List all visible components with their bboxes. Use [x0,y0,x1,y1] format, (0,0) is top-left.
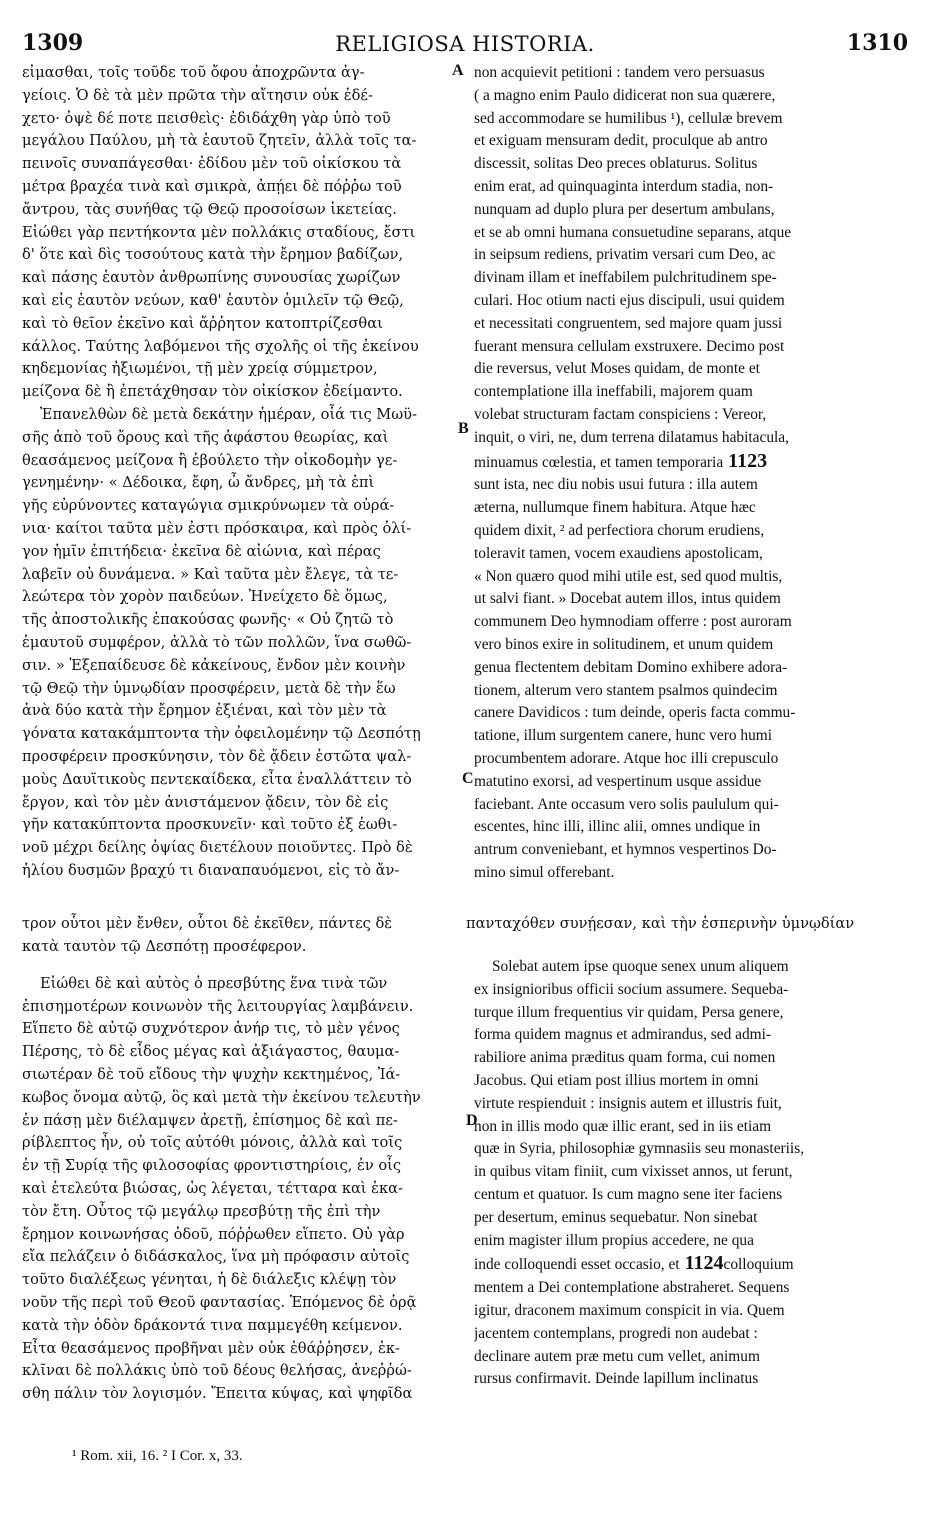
latin-text-line: mino simul offerebant. [474,863,615,881]
left-page-number: 1309 [22,30,84,56]
latin-text-line: per desertum, eminus sequebatur. Non sinebat [474,1208,758,1226]
latin-text-line: ( a magno enim Paulo didicerat non sua quærere, [474,86,776,104]
greek-column-bottom [22,936,467,1406]
greek-text-line: ἔργον, καὶ τὸν μὲν ἀνιστάμενον ᾄδειν, τὸν δὲ εἰς [22,793,389,811]
greek-text-line: πεινοῖς συναπάγεσθαι· ἐδίδου μὲν τοῦ οἰκίσκου τὰ [22,155,402,173]
greek-bottom-prefix: κατὰ ταυτὸν τῷ Δεσπότῃ προσέφερον. [22,938,307,955]
latin-text-line: antrum conveniebant, et hymnos vespertinos Do- [474,841,777,859]
section-marker-a: A [452,62,464,79]
greek-text-line: ἐν πάσῃ μὲν διέλαμψεν ἀρετῇ, ἐπίσημος δὲ καὶ πε- [22,1111,398,1129]
greek-text-line: γῆς εὐρύνοντες καταγώγια σμικρύνωμεν τὰ οὐρά- [22,497,395,515]
greek-text-line: τῷ Θεῷ τὴν ὑμνῳδίαν προσφέρειν, μετὰ δὲ τὴν ἕω [22,679,396,697]
latin-text-line: minuamus cœlestia, et tamen temporaria 1123 [474,449,768,472]
column-number-1124: 1124 [679,1252,724,1275]
greek-text-line: τῆς ἀποστολικῆς ἐπακούσας φωνῆς· « Οὐ ζητῶ τὸ [22,611,394,629]
latin-text-line: virtute respienduit : insignis autem et illustris fuit, [474,1094,782,1112]
latin-text-line: quæ in Syria, philosophiæ gymnasiis seu monasteriis, [474,1140,805,1158]
latin-text-line: inde colloquendi esset occasio, et 1124colloquium [474,1252,794,1275]
greek-text-line: Εἶτα θεασάμενος προβῆναι μὲν οὐκ ἐθάῤῥησεν, ἐκ- [22,1339,400,1357]
latin-text-line: nunquam ad duplo plura per desertum ambulans, [474,200,775,218]
latin-text-line: die reversus, velut Moses quidam, de monte et [474,360,760,378]
section-marker-c: C [462,770,474,787]
latin-text-line: divinam illam et ineffabilem pulchritudinem spe- [474,269,777,287]
greek-text-line: νια· καίτοι ταῦτα μὲν ἐστι πρόσκαιρα, καὶ πρὸς ὀλί- [22,519,412,537]
latin-text-line: ut salvi fiant. » Docebat autem illos, intus quidem [474,590,781,608]
greek-text-line: καὶ ἐτελεύτα βιώσας, ὡς λέγεται, τέτταρα καὶ ἑκα- [22,1179,403,1197]
latin-text-line: procumbentem adorare. Atque hoc illi crepusculo [474,749,779,767]
latin-text-line: genua flectentem debitam Domino exhibere adora- [474,658,788,676]
greek-text-line: ἐν τῇ Συρίᾳ τῆς φιλοσοφίας φροντιστηρίοις, ἐν οἷς [22,1157,402,1175]
greek-text-line: θεασάμενος μείζονα ἢ ἐβούλετο τὴν οἰκοδομὴν γε- [22,451,398,469]
greek-text-line: κατὰ τὴν ὁδὸν δράκοντά τινα παμμεγέθη κείμενον. [22,1316,403,1334]
latin-text-line: æterna, nullumque finem habitura. Atque hæc [474,499,756,517]
greek-text-line: σθη πάλιν τὸν λογισμόν. Ἔπειτα κύψας, καὶ ψηφῖδα [22,1385,413,1403]
latin-text-line: fuerant mensura cellulam exstruxere. Decimo post [474,337,785,355]
column-number-1123: 1123 [723,449,768,472]
latin-text-line: declinare autem præ metu cum vellet, animum [474,1347,760,1365]
greek-text-line: εἴα πελάζειν ὁ διδάσκαλος, ἵνα μὴ πρόφασιν αὐτοῖς [22,1248,410,1266]
latin-text-line: Solebat autem ipse quoque senex unum aliquem [492,958,789,975]
greek-text-line: ἡλίου δυσμῶν βραχύ τι διαναπαυόμενοι, εἰς τὸ ἄν- [22,861,400,879]
greek-text-line: ρίβλεπτος ἦν, οὐ τοῖς αὐτόθι μόνοις, ἀλλὰ καὶ τοῖς [22,1134,403,1152]
latin-text-line: rursus confirmavit. Deinde lapillum inclinatus [474,1370,759,1388]
greek-text-line: καὶ πάσης ἑαυτὸν ἀνθρωπίνης συνουσίας χωρίζων [22,269,401,287]
latin-text-line: in seipsum rediens, privatim versari cum Deo, ac [474,246,776,264]
greek-text-line: σιωτέραν δὲ τοῦ εἴδους τὴν ψυχὴν κεκτημένος, Ἰά- [22,1065,401,1083]
latin-text-line: ex insignioribus officii socium assumere. Sequeba- [474,980,789,998]
latin-text-line: sed accommodare se humilibus ¹), cellulæ brevem [474,109,783,127]
latin-text-line: jacentem contemplans, progredi non audebat : [474,1324,758,1342]
greek-text-line: ἀνὰ δύο κατὰ τὴν ἔρημον ἐξιέναι, καὶ τὸν μὲν τὰ [22,702,387,720]
latin-text-line: rabiliore anima præditus quam forma, cui nomen [474,1049,776,1067]
latin-text-line: canere Davidicos : tum deinde, operis facta commu- [474,704,796,722]
greek-text-line: γενημένην· « Δέδοικα, ἔφη, ὦ ἄνδρες, μὴ τὰ ἐπὶ [22,474,375,492]
latin-text-line: toleravit tamen, vocem exaudiens apostolicam, [474,544,763,562]
greek-text-line: τὸν ἔτη. Οὗτος τῷ μεγάλῳ πρεσβύτῃ τῆς ἐπὶ τὴν [22,1202,381,1220]
greek-text-line: Πέρσης, τὸ δὲ εἶδος μέγας καὶ ἀξιάγαστος, θαυμα- [22,1043,400,1061]
greek-text-line: μοὺς Δαυϊτικοὺς πεντεκαίδεκα, εἶτα ἐναλλάττειν τὸ [22,770,412,788]
latin-text-line: in quibus vitam finiit, cum vixisset annos, ut ferunt, [474,1163,793,1181]
latin-text-line: igitur, draconem maximum conspicit in via. Quem [474,1301,785,1319]
greek-text-line: Εἰώθει γὰρ πεντήκοντα μὲν πολλάκις σταδίους, ἔστι [22,223,416,241]
greek-text-line: καὶ τὸ θεῖον ἐκεῖνο καὶ ἄῤῥητον κατοπτρίζεσθαι [22,314,383,332]
greek-text-line: λαβεῖν οὐ δυνάμενα. » Καὶ ταῦτα μὲν ἔλεγε, τὰ τε- [22,565,399,583]
latin-text-line: forma quidem magnus et admirandus, sed admi- [474,1026,772,1044]
latin-column-bottom [474,956,906,1391]
right-page-number: 1310 [846,30,908,56]
latin-text-line: tionem, alterum vero stantem psalmos quindecim [474,681,778,699]
footnotes: ¹ Rom. xii, 16. ² I Cor. x, 33. [72,1448,243,1464]
greek-text-line: μείζονα δὲ ἢ ἐπετάχθησαν τὸν οἰκίσκον ἐδείμαντο. [22,383,403,401]
latin-text-line: turque illum frequentius vir quidam, Persa genere, [474,1003,784,1021]
latin-text-line: culari. Hoc otium nacti ejus discipuli, usui quidem [474,291,785,309]
latin-text-line: et se ab omni humana consuetudine separans, atque [474,223,792,241]
greek-text-line: γον ἡμῖν ἐπιτήδεια· ἐκεῖνα δὲ αἰώνια, καὶ πέρας [22,542,381,560]
latin-text-line: sunt ista, nec diu nobis usui futura : illa autem [474,476,758,494]
section-marker-d: D [466,1112,478,1129]
greek-text-line: Ἐπανελθὼν δὲ μετὰ δεκάτην ἡμέραν, οἷά τις Μωϋ- [40,405,417,423]
page-header [22,30,908,64]
running-title: RELIGIOSA HISTORIA. [335,32,595,56]
greek-text-line: χετο· ὀψὲ δέ ποτε πεισθεὶς· ἐδιδάχθη γὰρ ὑπὸ τοῦ [22,109,391,127]
greek-column-top [22,62,467,883]
latin-text-line: centum et quatuor. Is cum magno sene iter faciens [474,1185,783,1203]
latin-text-line: enim erat, ad quinquaginta interdum stadia, non- [474,177,774,195]
latin-text-line: enim magister illum propius accedere, ne qua [474,1231,754,1249]
greek-text-line: μέτρα βραχέα τινὰ καὶ σμικρὰ, ἀπῄει δὲ πόῤῥω τοῦ [22,177,402,195]
greek-text-line: ἐπισημοτέρων κοινωνὸν τῆς λειτουργίας λαμβάνειν. [22,997,414,1015]
greek-text-line: κωβος ὄνομα αὐτῷ, ὃς καὶ μετὰ τὴν ἐκείνου τελευτὴν [22,1088,421,1106]
greek-text-line: ἄντρου, τὰς συνήθας τῷ Θεῷ προσοίσων ἱκετείας. [22,200,397,218]
latin-text-line: Jacobus. Qui etiam post illius mortem in omni [474,1071,759,1089]
greek-text-line: γόνατα κατακάμπτοντα τὴν ὀφειλομένην τῷ Δεσπότῃ [22,725,421,743]
section-marker-b: B [458,420,469,437]
latin-text-line: non in illis modo quæ illic erant, sed in iis etiam [474,1117,772,1135]
spanning-line-right: πανταχόθεν συνῄεσαν, καὶ τὴν ἑσπερινὴν ὑμνῳδίαν [466,915,855,932]
greek-text-line: κλῖναι δὲ πολλάκις ὑπὸ τοῦ δέους θελήσας, ἀνεῤῥώ- [22,1362,412,1380]
greek-text-line: καὶ εἰς ἑαυτὸν νεύων, καθ' ἑαυτὸν ὁμιλεῖν τῷ Θεῷ, [22,291,404,309]
latin-text-line: non acquievit petitioni : tandem vero persuasus [474,64,765,81]
latin-text-line: matutino exorsi, ad vespertinum usque assidue [474,772,762,790]
latin-text-line: et exiguam mensuram dedit, proculque ab antro [474,132,768,150]
greek-text-line: γῆν κατακύπτοντα προσκυνεῖν· καὶ τοῦτο ἐξ ἑωθι- [22,816,398,834]
latin-text-line: vero binos exire in solitudinem, et unum quidem [474,635,774,653]
latin-text-line: inquit, o viri, ne, dum terrena dilatamus habitacula, [474,428,789,446]
latin-text-line: communem Deo hymnodiam offerre : post auroram [474,613,792,631]
greek-text-line: Εἵπετο δὲ αὐτῷ συχνότερον ἀνήρ τις, τὸ μὲν γένος [22,1020,400,1038]
latin-text-line: contemplatione illa ineffabili, majorem quam [474,383,753,401]
greek-text-line: τοῦτο διαλέξεως γένηται, ἡ δὲ διάλεξις κλέψῃ τὸν [22,1271,397,1289]
latin-text-line: tatione, illum surgentem canere, hunc vero humi [474,727,773,745]
latin-column-top [474,62,906,885]
greek-text-line: κηδεμονίας ἠξιωμένοι, τῇ μὲν χρείᾳ σύμμετρον, [22,360,378,378]
greek-text-line: σιν. » Ἐξεπαίδευσε δὲ κἀκείνους, ἔνδον μὲν κοινὴν [22,656,406,674]
latin-text-line: escentes, hinc illi, illinc alii, omnes undique in [474,818,761,836]
greek-text-line: εἰμασθαι, τοῖς τοῦδε τοῦ ὄφου ἀποχρῶντα ἀγ- [22,64,365,81]
greek-text-line: λεώτερα τὸν χορὸν παιδεύων. Ἠνείχετο δὲ ὅμως, [22,588,388,606]
greek-text-line: ἐμαυτοῦ συμφέρον, ἀλλὰ τὸ τῶν πολλῶν, ἵνα σωθῶ- [22,633,412,651]
greek-text-line: δ' ὅτε καὶ δὶς τοσούτους κατὰ τὴν ἔρημον βαδίζων, [22,246,404,264]
greek-text-line: σῆς ἀπὸ τοῦ ὄρους καὶ τῆς ἀφάστου θεωρίας, καὶ [22,428,389,446]
greek-text-line: νοῦν τῆς περὶ τοῦ Θεοῦ φαντασίας. Ἑπόμενος δὲ ὁρᾷ [22,1293,417,1311]
greek-text-line: μεγάλου Παύλου, μὴ τὰ ἑαυτοῦ ζητεῖν, ἀλλὰ τοῖς τα- [22,132,417,150]
latin-text-continuation: colloquium [723,1256,794,1274]
latin-text-line: faciebant. Ante occasum vero solis paululum qui- [474,795,779,813]
greek-text-line: ἔρημον κοινωνήσας ὁδοῦ, πόῤῥωθεν εἵπετο. Οὐ γὰρ [22,1225,405,1243]
latin-text-line: et necessitati congruentem, sed majore quam jussi [474,314,783,332]
latin-text-line: quidem dixit, ² ad perfectiora chorum erudiens, [474,521,765,539]
latin-text-line: discessit, solitas Deo preces oblaturus. Solitus [474,155,758,173]
latin-text-line: « Non quæro quod mihi utile est, sed quod multis, [474,567,783,585]
greek-text-line: νοῦ μέχρι δείλης ὀψίας διετέλουν ποιοῦντες. Πρὸ δὲ [22,839,413,857]
spanning-line-left: τρον οὗτοι μὲν ἔνθεν, οὗτοι δὲ ἐκεῖθεν, πάντες δὲ [22,915,393,932]
latin-text-line: volebat structuram factam conspiciens : Vereor, [474,405,767,423]
greek-text-line: κάλλος. Ταύτης λαβόμενοι τῆς σχολῆς οἱ τῆς ἐκείνου [22,337,419,355]
greek-text-line: Εἰώθει δὲ καὶ αὐτὸς ὁ πρεσβύτης ἕνα τινὰ τῶν [40,974,388,992]
greek-text-line: γείοις. Ὁ δὲ τὰ μὲν πρῶτα τὴν αἴτησιν οὐκ ἐδέ- [22,86,373,104]
greek-text-line: προσφέρειν προσκύνησιν, τὸν δὲ ᾄδειν ἑστῶτα ψαλ- [22,747,412,765]
latin-text-line: mentem a Dei contemplatione abstraheret. Sequens [474,1279,790,1297]
